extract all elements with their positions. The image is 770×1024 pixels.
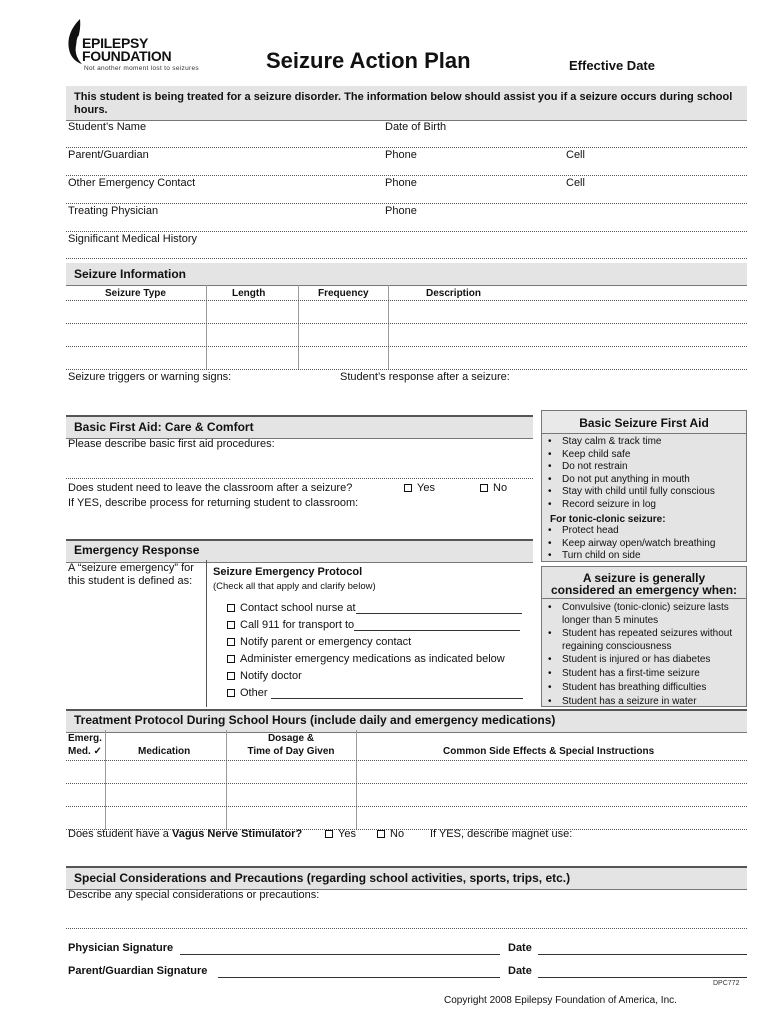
list-item: • Keep airway open/watch breathing	[542, 538, 746, 551]
physician-signature-label: Physician Signature	[68, 942, 174, 954]
checkbox-icon	[480, 484, 488, 492]
effective-date-field[interactable]	[663, 72, 747, 73]
col-frequency: Frequency	[318, 288, 369, 299]
other-contact-phone-label: Phone	[385, 177, 417, 189]
student-response-label: Student’s response after a seizure:	[340, 371, 510, 383]
effective-date-label: Effective Date	[569, 58, 655, 73]
logo-name-line2: FOUNDATION	[82, 48, 172, 64]
list-item: • Do not put anything in mouth	[542, 474, 746, 487]
emergency-criteria-box	[541, 566, 747, 707]
other-option[interactable]	[227, 687, 523, 699]
yes-label: Yes	[417, 482, 435, 494]
vns-prefix: Does student have a	[68, 828, 169, 840]
col-side-effects: Common Side Effects & Special Instructions	[443, 746, 655, 757]
other-contact-cell-label: Cell	[566, 177, 585, 189]
physician-date-label: Date	[508, 942, 532, 954]
list-item: • Keep child safe	[542, 449, 746, 462]
col-medication: Medication	[138, 746, 191, 757]
logo-tagline: Not another moment lost to seizures	[84, 65, 199, 72]
notify-parent-option[interactable]	[227, 636, 411, 648]
parent-phone-label: Phone	[385, 149, 417, 161]
seizure-table-row[interactable]	[66, 300, 747, 301]
list-item: • Protect head	[542, 525, 746, 538]
first-aid-heading: Basic First Aid: Care & Comfort	[74, 420, 254, 434]
protocol-subtitle: (Check all that apply and clarify below)	[213, 581, 376, 592]
student-name-label: Student’s Name	[68, 121, 147, 133]
list-item: • Record seizure in log	[542, 499, 746, 512]
magnet-use-label: If YES, describe magnet use:	[430, 828, 573, 840]
vns-yes-label: Yes	[338, 828, 356, 840]
list-item: • Student is injured or has diabetes	[542, 653, 746, 667]
col-seizure-type: Seizure Type	[105, 288, 166, 299]
page-title: Seizure Action Plan	[266, 48, 471, 73]
leave-classroom-question: Does student need to leave the classroom after a seizure?	[68, 482, 353, 494]
treatment-table-row[interactable]	[66, 783, 747, 784]
parent-signature-label: Parent/Guardian Signature	[68, 965, 208, 977]
treating-physician-label: Treating Physician	[68, 205, 159, 217]
administer-meds-option[interactable]	[227, 653, 505, 665]
nurse-contact-field[interactable]	[356, 602, 522, 614]
checkbox-icon	[227, 672, 235, 680]
leave-classroom-yes-checkbox[interactable]	[404, 482, 435, 494]
notify-parent-label: Notify parent or emergency contact	[240, 636, 412, 648]
emergency-criteria-heading-2: considered an emergency when:	[542, 584, 746, 599]
other-contact-label: Other Emergency Contact	[68, 177, 196, 189]
list-item: • Do not restrain	[542, 461, 746, 474]
checkbox-icon	[404, 484, 412, 492]
col-description: Description	[426, 288, 482, 299]
call-911-option[interactable]	[227, 619, 520, 631]
no-label: No	[493, 482, 508, 494]
list-item: • Student has a seizure in water	[542, 695, 746, 709]
form-code: DPC772	[713, 980, 740, 987]
notify-doctor-label: Notify doctor	[240, 670, 302, 682]
checkbox-icon	[227, 621, 235, 629]
student-name-field[interactable]	[66, 147, 747, 148]
treating-physician-field[interactable]	[66, 231, 747, 232]
parent-cell-label: Cell	[566, 149, 585, 161]
contact-nurse-label: Contact school nurse at	[240, 602, 356, 614]
basic-seizure-first-aid-box	[541, 410, 747, 562]
other-contact-field[interactable]	[66, 203, 747, 204]
first-aid-describe-label: Please describe basic first aid procedures:	[68, 438, 275, 450]
first-aid-list	[542, 436, 746, 511]
copyright-text: Copyright 2008 Epilepsy Foundation of America, Inc.	[444, 995, 677, 1006]
vns-no-label: No	[390, 828, 405, 840]
vns-bold-label: Vagus Nerve Stimulator?	[171, 828, 303, 840]
seizure-table-divider	[298, 285, 299, 369]
logo-name-line1: EPILEPSY	[82, 35, 149, 51]
other-label: Other	[240, 687, 268, 699]
col-dosage-line1: Dosage &	[267, 733, 315, 744]
checkbox-icon	[227, 638, 235, 646]
treatment-table-divider	[356, 730, 357, 830]
protocol-title: Seizure Emergency Protocol	[213, 566, 363, 578]
treatment-heading: Treatment Protocol During School Hours (include daily and emergency medications)	[74, 713, 556, 727]
seizure-triggers-label: Seizure triggers or warning signs:	[68, 371, 232, 383]
transport-destination-field[interactable]	[354, 619, 520, 631]
treatment-table-row[interactable]	[66, 760, 747, 761]
treatment-table-divider	[105, 730, 106, 830]
checkbox-icon	[325, 830, 333, 838]
emergency-response-heading: Emergency Response	[74, 543, 200, 557]
intro-text: This student is being treated for a seizure disorder. The information below should assist you if a seizure occurs during school hours.	[74, 91, 733, 116]
treatment-table-divider	[226, 730, 227, 830]
seizure-table-row[interactable]	[66, 346, 747, 347]
administer-meds-label: Administer emergency medications as indicated below	[240, 653, 505, 665]
checkbox-icon	[227, 655, 235, 663]
col-emerg-line1: Emerg.	[68, 733, 102, 744]
seizure-info-heading: Seizure Information	[74, 267, 187, 281]
col-length: Length	[232, 288, 266, 299]
other-field[interactable]	[271, 687, 523, 699]
physician-signature-field[interactable]	[180, 954, 500, 955]
medical-history-label: Significant Medical History	[68, 233, 197, 245]
checkbox-icon	[227, 604, 235, 612]
checkbox-icon	[227, 689, 235, 697]
tonic-clonic-label: For tonic-clonic seizure:	[550, 514, 666, 525]
leave-classroom-no-checkbox[interactable]	[480, 482, 507, 494]
list-item: • Stay calm & track time	[542, 436, 746, 449]
checkbox-icon	[377, 830, 385, 838]
notify-doctor-option[interactable]	[227, 670, 302, 682]
parent-guardian-field[interactable]	[66, 175, 747, 176]
col-dosage-line2: Time of Day Given	[247, 746, 335, 757]
list-item: • Student has a first-time seizure	[542, 667, 746, 681]
list-item: • Stay with child until fully conscious	[542, 486, 746, 499]
emergency-divider	[206, 560, 207, 707]
seizure-table-divider	[388, 285, 389, 369]
vns-no-checkbox[interactable]	[377, 828, 404, 840]
contact-nurse-option[interactable]	[227, 602, 522, 614]
emergency-criteria-list	[542, 601, 746, 709]
list-item: • Student has breathing difficulties	[542, 681, 746, 695]
list-item: • Convulsive (tonic-clonic) seizure lasts longer than 5 minutes	[542, 601, 746, 627]
parent-date-label: Date	[508, 965, 532, 977]
treatment-table-row[interactable]	[66, 806, 747, 807]
tonic-clonic-list	[542, 525, 746, 563]
date-of-birth-label: Date of Birth	[385, 121, 447, 133]
list-item: • Student has repeated seizures without regaining consciousness	[542, 627, 746, 653]
vns-question	[68, 828, 302, 840]
special-heading: Special Considerations and Precautions (regarding school activities, sports, trips, etc.)	[74, 871, 571, 885]
emergency-criteria-heading-1: A seizure is generally	[582, 571, 706, 585]
parent-guardian-label: Parent/Guardian	[68, 149, 149, 161]
first-aid-procedures-field[interactable]	[66, 478, 533, 479]
parent-date-field[interactable]	[538, 977, 747, 978]
physician-phone-label: Phone	[385, 205, 417, 217]
seizure-table-row[interactable]	[66, 323, 747, 324]
epilepsy-foundation-logo	[66, 18, 216, 74]
return-process-label: If YES, describe process for returning student to classroom:	[68, 497, 359, 509]
medical-history-field[interactable]	[66, 258, 747, 259]
col-emerg-line2: Med. ✓	[68, 746, 102, 757]
basic-seizure-first-aid-heading: Basic Seizure First Aid	[542, 411, 746, 434]
seizure-table-row[interactable]	[66, 369, 747, 370]
list-item: • Turn child on side	[542, 550, 746, 563]
parent-signature-field[interactable]	[218, 977, 500, 978]
special-describe-label: Describe any special considerations or precautions:	[68, 889, 320, 901]
vns-yes-checkbox[interactable]	[325, 828, 356, 840]
seizure-emergency-definition: A “seizure emergency” for this student is defined as:	[68, 562, 194, 587]
physician-date-field[interactable]	[538, 954, 747, 955]
call-911-label: Call 911 for transport to	[240, 619, 355, 631]
special-considerations-field[interactable]	[66, 928, 747, 929]
seizure-table-divider	[206, 285, 207, 369]
